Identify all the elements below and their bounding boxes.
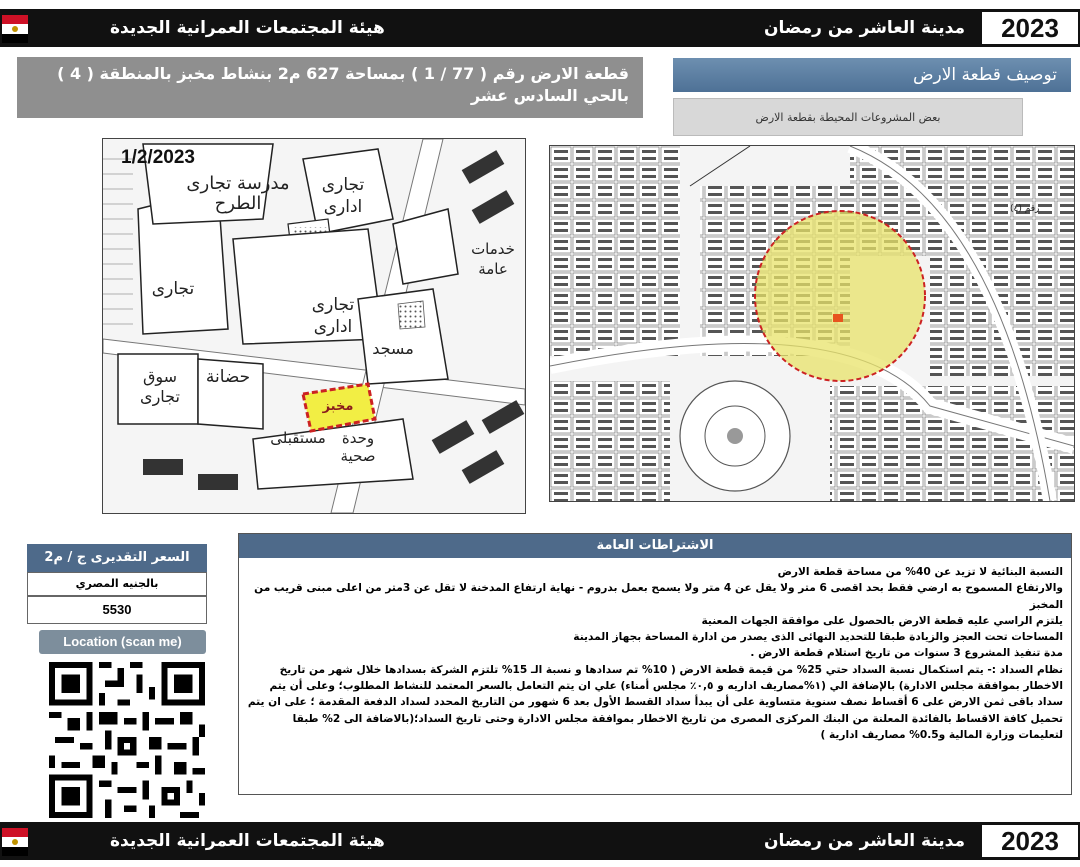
footer-bar xyxy=(0,822,1080,860)
condition-line: نظام السداد :- يتم استكمال نسبة السداد حتي 25% من قيمة قطعة الارض ( 10% تم سدادها و نسبة الـ 15% تلتزم الشركة بسدادها خلال شهر من تاريخ الاخطار بموافقة مجلس الادارة) بالإضافة الي (١%مصاريف اداريه و ٠,٥٪ مجلس أمناء) علي ان يتم التعامل بالسعر المعتمد للنشاط المطلوب؛ وعلى أن يتم سداد باقى ثمن الارض على 6 أقساط نصف سنوية متساوية على أن يبدأ سداد القسط الأول بعد 6 شهور من التاريخ المحدد لسداد الدفعة المقدمة ؛ على ان يتم تحميل كافة الاقساط بالفائدة المعلنة من البنك المركزى المصرى من تاريخ الاخطار بموافقة مجلس الادارة وحتى تاريخ السداد؛(بالاضافة الى 2% طبقا لتعليمات وزارة المالية و0.5% مصاريف ادارية ) xyxy=(247,663,1063,741)
overview-zone-label: رقم (٤) xyxy=(1010,204,1040,214)
header-year: 2023 xyxy=(982,12,1078,44)
qr-code-icon[interactable] xyxy=(49,662,205,818)
map-label-commercial-admin-center: تجارى ادارى xyxy=(311,295,355,337)
map-label-bakery: مخبز xyxy=(322,399,354,414)
map-label-market: سوق تجارى xyxy=(140,367,180,406)
description-subheading: بعض المشروعات المحيطة بقطعة الارض xyxy=(673,98,1023,136)
overview-map-drawing xyxy=(550,146,1074,501)
map-label-nursery: حضانة xyxy=(205,367,251,387)
map-label-mosque: مسجد xyxy=(372,339,414,358)
footer-year: 2023 xyxy=(982,825,1078,857)
map-label-commercial-left: تجارى xyxy=(151,279,195,299)
flag-icon xyxy=(2,828,28,856)
general-conditions xyxy=(238,533,1072,795)
map-label-public-services: خدمات عامة xyxy=(471,240,515,278)
condition-line: والارتفاع المسموح به ارضي فقط بحد اقصى 6 متر ولا يقل عن 4 متر ولا يسمح بعمل بدروم - نهاية ارتفاع المدخنة لا تقل عن 3متر من اعلى مبنى قريب من المخبز xyxy=(254,582,1063,611)
location-button[interactable]: Location (scan me) xyxy=(39,630,206,654)
footer-authority: هيئة المجتمعات العمرانية الجديدة xyxy=(110,831,385,851)
map-label-health-unit: وحدة صحية xyxy=(340,429,376,465)
description-heading: توصيف قطعة الارض xyxy=(673,58,1071,92)
condition-line: المساحات تحت العجز والزيادة طبقا للتحديد النهائى الذى يصدر من ادارة المساحة بجهاز المدينة xyxy=(573,631,1063,644)
condition-line: النسبة البنائية لا تزيد عن 40% من مساحة قطعة الارض xyxy=(777,566,1063,578)
map-label-commercial-admin-top: تجارى ادارى xyxy=(321,175,365,217)
plot-title: قطعة الارض رقم ( 77 / 1 ) بمساحة 627 م2 بنشاط مخبز بالمنطقة ( 4 ) بالحي السادس عشر xyxy=(17,57,643,118)
header-authority: هيئة المجتمعات العمرانية الجديدة xyxy=(110,18,385,38)
price-value: 5530 xyxy=(27,596,207,624)
conditions-heading: الاشتراطات العامة xyxy=(239,534,1071,558)
condition-line: مدة تنفيذ المشروع 3 سنوات من تاريخ استلام قطعة الارض . xyxy=(750,647,1063,660)
conditions-body xyxy=(239,558,1071,743)
price-currency: بالجنيه المصري xyxy=(27,572,207,596)
map-date: 1/2/2023 xyxy=(121,147,195,168)
map-label-future: مستقبلى xyxy=(270,429,326,447)
overview-map xyxy=(549,145,1075,502)
header-city: مدينة العاشر من رمضان xyxy=(764,18,965,38)
footer-city: مدينة العاشر من رمضان xyxy=(764,831,965,851)
header-bar xyxy=(0,9,1080,47)
detail-site-map xyxy=(102,138,526,514)
flag-icon xyxy=(2,15,28,43)
price-heading: السعر التقديرى ج / م2 xyxy=(27,544,207,572)
map-label-school: مدرسة تجارى الطرح xyxy=(186,173,290,214)
condition-line: يلتزم الراسي عليه قطعة الارض بالحصول على موافقة الجهات المعنية xyxy=(701,614,1063,627)
